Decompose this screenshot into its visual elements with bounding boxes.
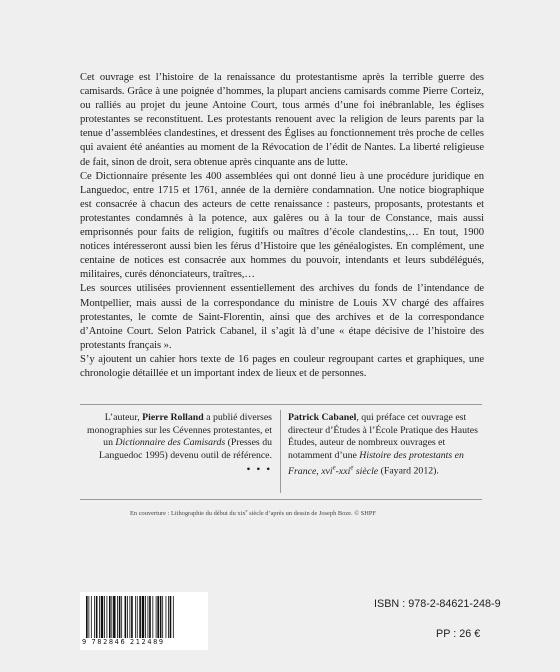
preface-bio [288, 412, 484, 478]
description-text [80, 71, 484, 381]
preface-book-title: Histoire des protestants en France, xvi$^e$-xxi$^e$ siècle [288, 449, 464, 477]
author-text-1: a publié diverses monographies sur les Cévennes protestantes, et un [86, 412, 272, 449]
author-book-title: Dictionnaire des Camisards [115, 437, 226, 449]
author-name: Pierre Rolland [142, 412, 204, 423]
barcode-digits: 9 782846 212489 [82, 638, 165, 646]
author-text-2: (Presses du Languedoc 1995) devenu outil de référence. [98, 437, 272, 461]
paragraph-sources: Les sources utilisées proviennent essentiellement des archives du fonds de l’intendance de Montpellier, mais aussi de la correspondance du ministre de Louis XV chargé des affaires protestantes, le comte de Saint-Florentin, ainsi que des archives et de la correspondance d’Antoine Court. Selon Patrick Cabanel, il s’agit là d’une « étape décisive de l’histoire des protestants français ». [80, 283, 484, 351]
cover-credit: En couverture : Lithographie du début du xix$^e$ siècle d’après un dessin de Joseph Boze. © SHPF [130, 508, 376, 518]
price: PP : 26 € [436, 628, 481, 640]
isbn: ISBN : 978-2-84621-248-9 [374, 598, 501, 610]
divider-top [80, 404, 482, 405]
preface-text-2: (Fayard 2012). [378, 465, 439, 477]
preface-author-name: Patrick Cabanel [288, 412, 357, 423]
column-divider [280, 410, 281, 493]
barcode [80, 592, 208, 650]
bio-ellipsis: • • • [246, 464, 272, 476]
preface-text-1: , qui préface cet ouvrage est directeur d’Études à l’École Pratique des Hautes Études, auteur de nombreux ouvrages et notamment d’une [288, 412, 478, 461]
divider-bottom [80, 499, 482, 500]
paragraph-intro: Cet ouvrage est l’histoire de la renaissance du protestantisme après la terrible guerre des camisards. Grâce à une poignée d’hommes, la plupart anciens camisards comme Pierre Corteiz, ou ralliés au projet du jeune Antoine Court, tous armés d’une foi inébranlable, les églises protestantes se reconstituent. Les protestants renouent avec la religion de leurs parents par la tenue d’assemblées clandestines, et dressent des Églises au fonctionnement très proche de celles qui avaient été anéanties au moment de la Révocation de l’édit de Nantes. La liberté religieuse de fait, sinon de droit, sera obtenue après cinquante ans de lutte. [80, 72, 484, 168]
paragraph-appendix: S’y ajoutent un cahier hors texte de 16 pages en couleur regroupant cartes et graphiques, une chronologie détaillée et un important index de lieux et de personnes. [80, 353, 484, 379]
barcode-icon [84, 596, 204, 638]
author-bio [80, 412, 272, 477]
paragraph-dictionary: Ce Dictionnaire présente les 400 assemblées qui ont donné lieu à une procédure juridique en Languedoc, entre 1715 et 1761, année de la dernière condamnation. Une notice biographique est consacrée à chacun des acteurs de cette renaissance : pasteurs, proposants, protestants et protestantes condamnés à la potence, aux galères ou à la tour de Constance, mais aussi emprisonnés pour faits de religion, fugitifs ou maîtres d’école clandestins,… En tout, 1900 notices intéresseront aussi bien les férus d’Histoire que les généalogistes. En complément, une centaine de notices est consacrée aux hommes du pouvoir, intendants et leurs subdélégués, militaires, curés dénonciateurs, traîtres,… [80, 170, 484, 281]
author-prefix: L’auteur, [104, 412, 143, 423]
